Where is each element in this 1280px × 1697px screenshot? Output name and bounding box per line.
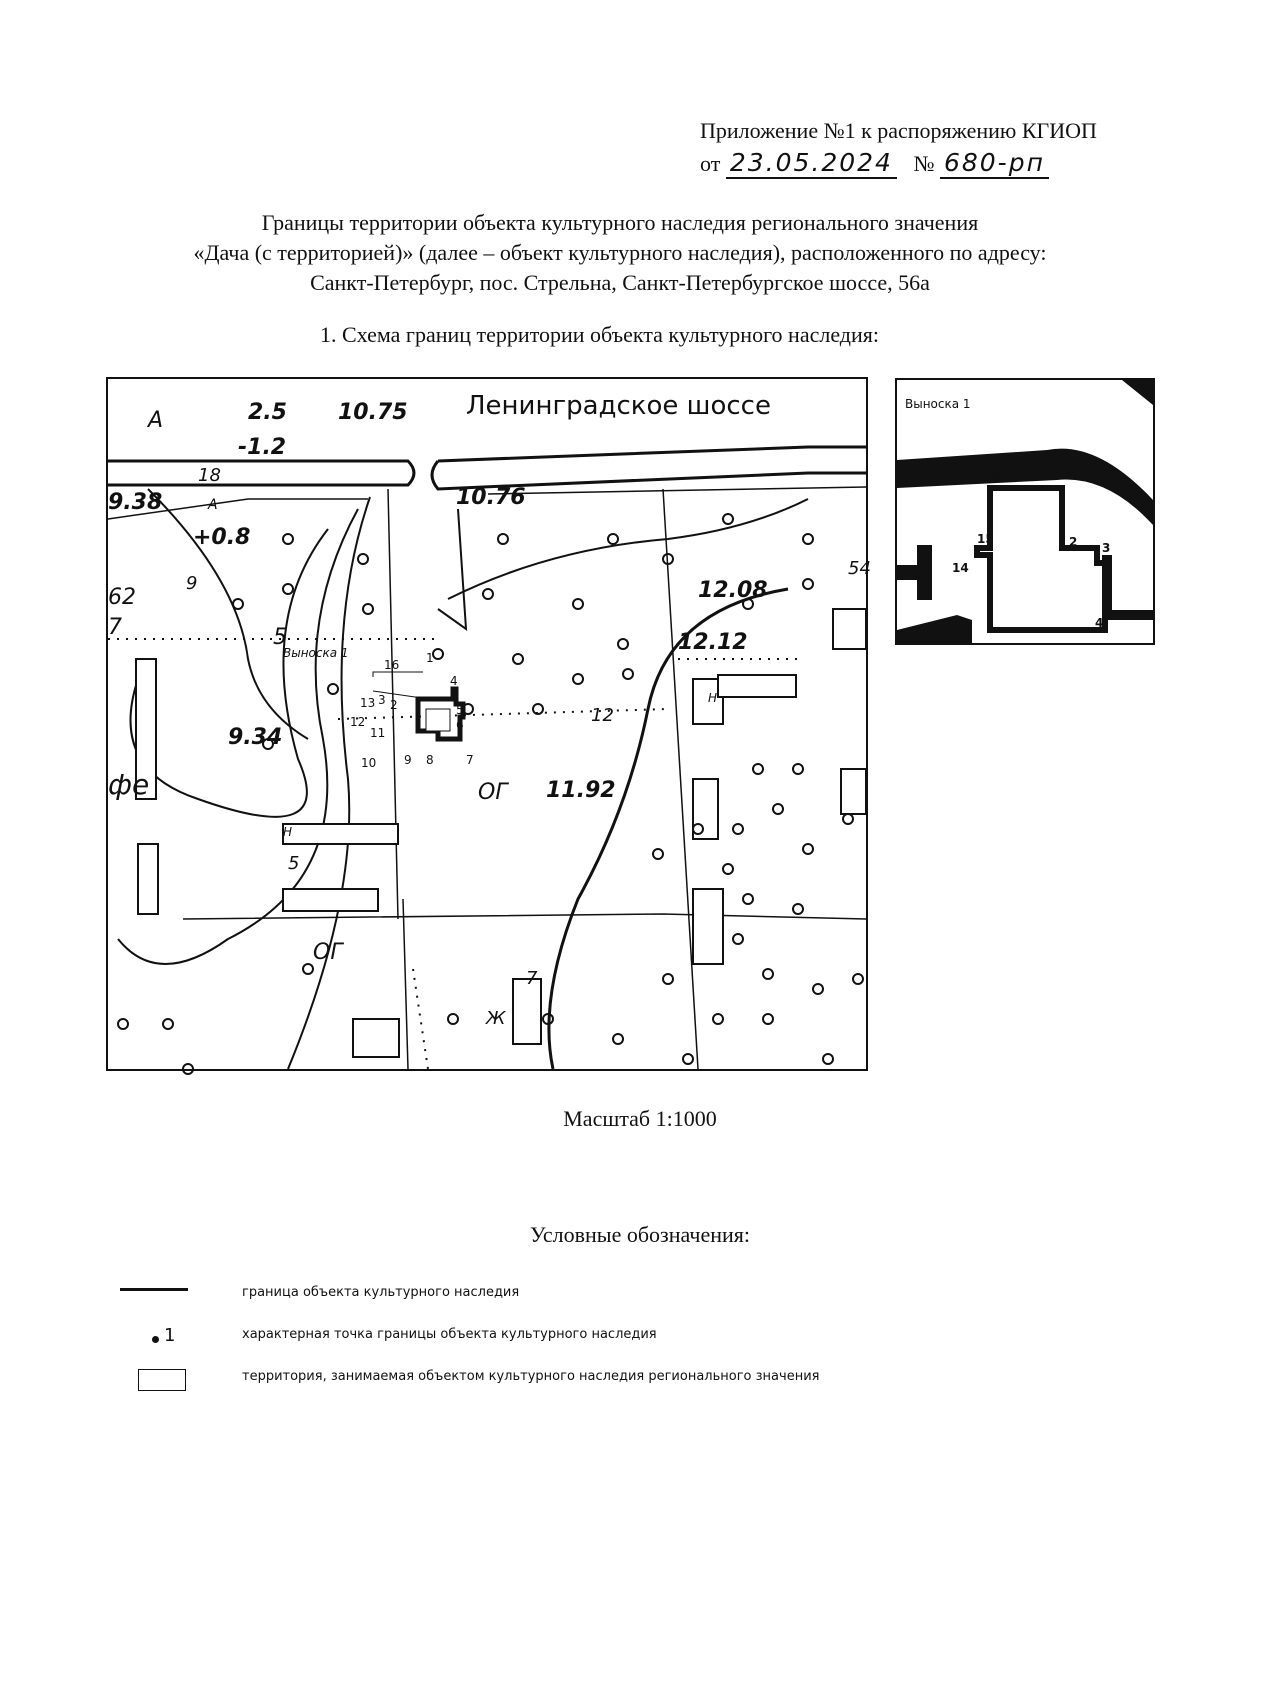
boundary-point-label: 10: [361, 756, 377, 770]
vegetation-marker: [803, 534, 813, 544]
elevation-label: -1.2: [238, 435, 287, 460]
vegetation-marker: [663, 974, 673, 984]
elevation-label: +0.8: [193, 525, 251, 550]
map-label: А: [208, 497, 218, 513]
vegetation-marker: [653, 849, 663, 859]
map-scale: Масштаб 1:1000: [563, 1106, 717, 1131]
road-right-strip: [432, 447, 866, 489]
map-label: Выноска 1: [283, 646, 349, 660]
vegetation-marker: [283, 534, 293, 544]
title-line-1: Границы территории объекта культурного наследия регионального значения: [261, 210, 979, 235]
vegetation-marker: [363, 604, 373, 614]
map-label: 7: [526, 968, 538, 989]
boundary-point-label: 7: [466, 753, 474, 767]
map-label: 62: [108, 585, 136, 610]
vegetation-marker: [723, 864, 733, 874]
vegetation-marker: [713, 1014, 723, 1024]
building: [833, 609, 866, 649]
vegetation-marker: [823, 1054, 833, 1064]
survey-line: [413, 969, 428, 1069]
vegetation-marker: [498, 534, 508, 544]
building: [283, 889, 378, 911]
map-label: 18: [198, 465, 221, 486]
boundary-point-label: 5: [456, 703, 464, 717]
legend-point-symbol: [120, 1322, 200, 1352]
building: [841, 769, 866, 814]
map-label: 54: [848, 558, 871, 579]
callout-point-label: 3: [1102, 541, 1111, 555]
heritage-building: [426, 709, 450, 731]
street-line: [183, 914, 866, 919]
boundary-point-label: 11: [370, 726, 386, 740]
elevation-label: 10.76: [456, 485, 526, 510]
street-line: [403, 899, 408, 1069]
contour-line: [131, 529, 329, 817]
vegetation-marker: [283, 584, 293, 594]
callout-point-label: 16: [987, 469, 1004, 483]
legend-text: характерная точка границы объекта культурного наследия: [242, 1327, 657, 1342]
boundary-point-label: 16: [384, 658, 400, 672]
section-heading: 1. Схема границ территории объекта культурного наследия:: [320, 322, 880, 347]
survey-line: [338, 709, 668, 719]
map-label: 9: [186, 573, 198, 594]
map-labels: [108, 400, 871, 1029]
callout-title: Выноска 1: [905, 397, 971, 411]
street-name: Ленинградское шоссе: [466, 391, 771, 421]
map-label: Н: [283, 825, 293, 839]
vegetation-marker: [793, 904, 803, 914]
boundary-map: [106, 377, 871, 1071]
callout-point-label: 15: [977, 532, 994, 546]
map-label: Н: [708, 691, 718, 705]
vegetation-marker: [328, 684, 338, 694]
vegetation-marker: [763, 969, 773, 979]
callout-leader: [373, 672, 423, 677]
vegetation-marker: [733, 824, 743, 834]
vegetation-marker: [573, 674, 583, 684]
document-title: [0, 208, 1240, 298]
decree-date: 23.05.2024: [726, 148, 897, 179]
map-label: 5: [273, 625, 287, 650]
vegetation-marker: [303, 964, 313, 974]
number-prefix: №: [913, 151, 935, 176]
vegetation-marker: [763, 1014, 773, 1024]
callout-point-label: 1: [1063, 467, 1072, 481]
vegetation-marker: [803, 579, 813, 589]
appendix-header: Приложение №1 к распоряжению КГИОП: [700, 118, 1097, 143]
callout-structure: [897, 545, 932, 600]
elevation-label: 12.12: [678, 630, 748, 655]
map-drawing: [108, 379, 871, 1069]
elevation-label: 9.38: [108, 490, 163, 515]
building: [138, 844, 158, 914]
building: [353, 1019, 399, 1057]
boundary-point-label: 2: [390, 698, 398, 712]
building: [718, 675, 796, 697]
map-label: А: [148, 408, 164, 433]
elevation-label: 12.08: [698, 578, 768, 603]
boundary-point-label: 3: [378, 693, 386, 707]
vegetation-marker: [723, 514, 733, 524]
legend-text: территория, занимаемая объектом культурного наследия регионального значения: [242, 1369, 820, 1384]
callout-structure: [897, 615, 972, 643]
callout-point-label: 4: [1095, 616, 1104, 630]
map-label: ОГ: [313, 940, 343, 965]
boundary-point-label: 8: [426, 753, 434, 767]
vegetation-marker: [573, 599, 583, 609]
callout-point-label: 2: [1069, 535, 1078, 549]
vegetation-marker: [683, 1054, 693, 1064]
building: [693, 779, 718, 839]
vegetation-marker: [358, 554, 368, 564]
callout-boundary: [977, 488, 1105, 630]
boundary-point-label: 6: [456, 718, 464, 732]
map-label: 5: [288, 853, 300, 874]
vegetation-marker: [733, 934, 743, 944]
contour-line: [549, 589, 788, 1069]
legend-rect-symbol: [120, 1364, 200, 1394]
vegetation-marker: [753, 764, 763, 774]
boundary-point-label: 4: [450, 674, 458, 688]
map-label: 7: [108, 615, 122, 640]
title-line-2: «Дача (с территорией)» (далее – объект культурного наследия), расположенного по адресу:: [193, 240, 1047, 265]
boundary-point-label: 13: [360, 696, 376, 710]
vegetation-marker: [618, 639, 628, 649]
callout-drawing: [897, 380, 1153, 643]
vegetation-marker: [813, 984, 823, 994]
elevation-label: 10.75: [338, 400, 408, 425]
boundary-point-label: 12: [350, 715, 366, 729]
vegetation-marker: [183, 1064, 193, 1074]
vegetation-marker: [433, 649, 443, 659]
legend-text: граница объекта культурного наследия: [242, 1285, 520, 1300]
road-left-strip: [108, 461, 414, 485]
vegetation-marker: [773, 804, 783, 814]
vegetation-marker: [793, 764, 803, 774]
callout-point-label: 14: [952, 561, 969, 575]
vegetation-marker: [743, 894, 753, 904]
legend-title: Условные обозначения:: [529, 1222, 751, 1247]
vegetation-marker: [448, 1014, 458, 1024]
vegetation-marker: [608, 534, 618, 544]
elevation-label: 9.34: [228, 725, 283, 750]
vegetation-marker: [613, 1034, 623, 1044]
map-label: ОГ: [478, 780, 508, 805]
vegetation-marker: [513, 654, 523, 664]
boundary-point-labels: [350, 651, 474, 770]
building: [283, 824, 398, 844]
vegetation-marker: [118, 1019, 128, 1029]
elevation-label: 2.5: [248, 400, 287, 425]
legend-line-symbol: [120, 1280, 200, 1310]
date-prefix: от: [700, 151, 721, 176]
contour-arrow: [438, 509, 466, 629]
elevation-label: 11.92: [546, 778, 616, 803]
callout-1: [895, 378, 1155, 645]
vegetation-marker: [483, 589, 493, 599]
vegetation-marker: [843, 814, 853, 824]
contour-line: [288, 497, 370, 1069]
vegetation-marker: [163, 1019, 173, 1029]
map-label: 12: [591, 705, 614, 726]
building: [693, 889, 723, 964]
vegetation-marker: [803, 844, 813, 854]
vegetation-marker: [533, 704, 543, 714]
decree-number: 680-рп: [940, 148, 1049, 179]
vegetation-marker: [233, 599, 243, 609]
map-label: Ж: [486, 1008, 506, 1029]
legend-point-label: 1: [164, 1325, 176, 1346]
boundary-point-label: 1: [426, 651, 434, 665]
vegetation-marker: [623, 669, 633, 679]
callout-structure: [1102, 555, 1153, 620]
vegetation-marker: [853, 974, 863, 984]
boundary-point-label: 9: [404, 753, 412, 767]
map-label: фе: [108, 768, 150, 801]
decree-date-line: [700, 148, 1049, 177]
road-edge: [488, 487, 866, 494]
callout-road-corner: [1122, 380, 1153, 405]
title-line-3: Санкт-Петербург, пос. Стрельна, Санкт-Петербургское шоссе, 56а: [310, 270, 930, 295]
